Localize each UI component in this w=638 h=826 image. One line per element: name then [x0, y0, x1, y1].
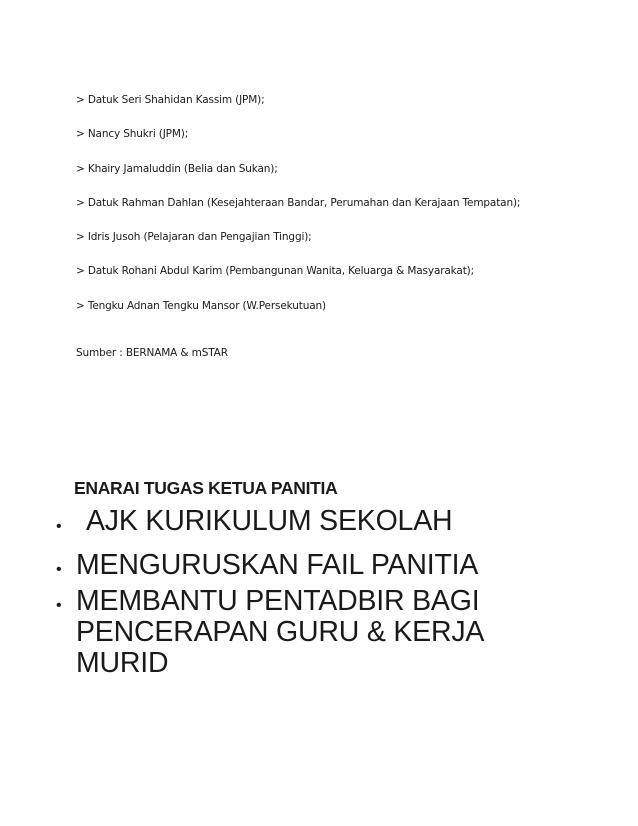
minister-item: > Datuk Seri Shahidan Kassim (JPM); [76, 94, 265, 106]
duty-list [0, 506, 638, 686]
minister-item: > Idris Jusoh (Pelajaran dan Pengajian Tinggi); [76, 231, 312, 244]
section-heading: ENARAI TUGAS KETUA PANITIA [74, 478, 338, 498]
minister-item: > Nancy Shukri (JPM); [76, 128, 189, 141]
duty-item [0, 586, 638, 686]
minister-item: > Tengku Adnan Tengku Mansor (W.Persekutuan) [76, 299, 326, 312]
duty-item [0, 506, 638, 550]
bullet-icon: • [56, 597, 62, 614]
minister-list [76, 92, 596, 332]
minister-item: > Datuk Rohani Abdul Karim (Pembangunan Wanita, Keluarga & Masyarakat); [76, 265, 475, 278]
duty-text: MEMBANTU PENTADBIR BAGI PENCERAPAN GURU & KERJA MURID [76, 585, 483, 679]
bullet-icon: • [56, 561, 62, 578]
source-credit: Sumber : BERNAMA & mSTAR [76, 347, 228, 359]
minister-item: > Datuk Rahman Dahlan (Kesejahteraan Bandar, Perumahan dan Kerajaan Tempatan); [76, 196, 521, 209]
duty-text: AJK KURIKULUM SEKOLAH [86, 505, 453, 537]
duty-text: MENGURUSKAN FAIL PANITIA [76, 549, 479, 581]
duty-item [0, 550, 638, 586]
bullet-icon: • [56, 518, 62, 535]
minister-item: > Khairy Jamaluddin (Belia dan Sukan); [76, 162, 278, 175]
